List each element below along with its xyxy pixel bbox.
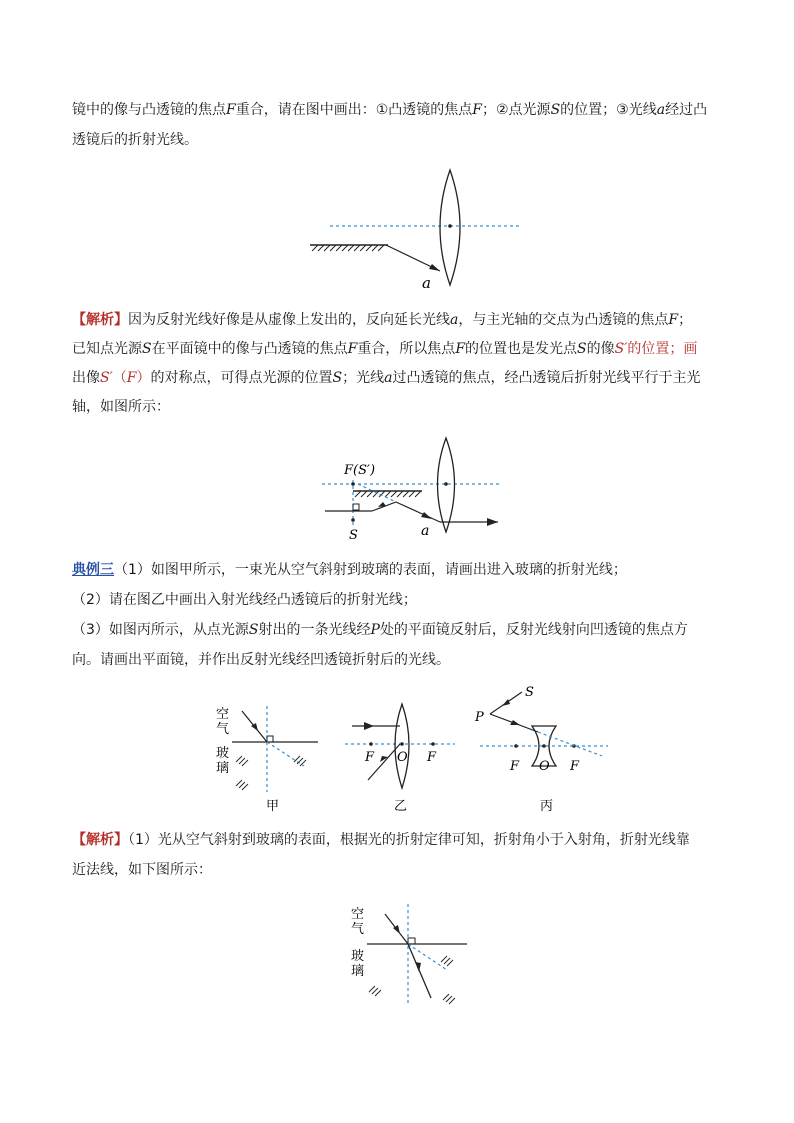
refracted-arrow — [487, 518, 498, 526]
label-a: a — [421, 523, 430, 539]
focus-point — [351, 482, 355, 486]
example3-q1: 典例三（1）如图甲所示，一束光从空气斜射到玻璃的表面，请画出进入玻璃的折射光线； — [72, 562, 627, 578]
figure-3-yi — [340, 700, 460, 815]
figure-3-bing — [470, 680, 620, 815]
analysis2-line-1: 【解析】（1）光从空气斜射到玻璃的表面，根据光的折射定律可知，折射角小于入射角，折射光线靠 — [72, 832, 690, 848]
refracted-arrow — [415, 962, 421, 972]
analysis1-line-4: 轴，如图所示： — [72, 399, 170, 415]
label-P: P — [475, 710, 484, 725]
figure-3-jia — [210, 700, 330, 815]
caption-jia: 甲 — [266, 799, 280, 814]
glass-hatch-marks — [369, 956, 455, 1004]
reflected-ray-a — [396, 502, 440, 522]
label-F-left: F — [510, 759, 520, 774]
label-O: O — [397, 750, 408, 765]
ray-S-arrow — [502, 699, 510, 706]
source-point — [351, 518, 355, 522]
label-S: S — [525, 685, 534, 700]
label-air-2: 气 — [216, 722, 230, 737]
label-glass-2: 璃 — [216, 761, 230, 776]
label-a: a — [422, 274, 431, 292]
extension-line — [538, 732, 602, 756]
glass-hatch-marks — [236, 756, 306, 790]
right-angle-mark — [353, 504, 359, 510]
analysis2-line-2: 近法线，如下图所示： — [72, 862, 212, 878]
label-glass-1: 玻 — [351, 949, 365, 964]
label-glass-2: 璃 — [351, 964, 365, 979]
figure-1-lens-mirror — [300, 165, 530, 295]
focus-left — [514, 744, 518, 748]
optical-center — [542, 744, 546, 748]
optical-center — [400, 742, 404, 746]
figure-4-solution — [345, 900, 475, 1010]
label-F-right: F — [427, 750, 437, 765]
analysis1-line-2: 已知点光源S在平面镜中的像与凸透镜的焦点F重合，所以焦点F的位置也是发光点S的像S′的位置；画 — [72, 341, 698, 357]
intro-line-2: 透镜后的折射光线。 — [72, 132, 198, 148]
optical-center — [448, 224, 452, 228]
label-air-2: 气 — [351, 922, 365, 937]
label-O: O — [539, 759, 550, 774]
example3-q3: （3）如图丙所示，从点光源S射出的一条光线经P处的平面镜反射后，反射光线射向凹透镜的焦点方 — [72, 622, 688, 638]
right-angle-mark — [408, 938, 415, 944]
label-air-1: 空 — [351, 907, 365, 922]
mirror-hatching — [312, 245, 384, 251]
caption-yi: 乙 — [394, 799, 408, 814]
reflected-arrow — [421, 512, 432, 519]
parallel-arrow — [364, 722, 374, 730]
label-S: S — [349, 528, 358, 543]
optical-center — [444, 482, 448, 486]
ray-a-arrow — [429, 264, 440, 271]
focus-left — [369, 742, 373, 746]
caption-bing: 丙 — [540, 799, 554, 814]
label-F-S-prime: F(S′) — [344, 463, 376, 478]
label-air-1: 空 — [216, 707, 230, 722]
right-angle-mark — [267, 736, 273, 742]
analysis1-line-3: 出像S′（F）的对称点，可得点光源的位置S；光线a过凸透镜的焦点，经凸透镜后折射光线平行于主光 — [72, 370, 701, 386]
example3-q3-cont: 向。请画出平面镜，并作出反射光线经凹透镜折射后的光线。 — [72, 652, 450, 668]
mirror-hatching — [355, 491, 421, 497]
analysis1-line-1: 【解析】因为反射光线好像是从虚像上发出的，反向延长光线a，与主光轴的交点为凸透镜的焦点F； — [72, 312, 693, 328]
label-F-left: F — [365, 750, 375, 765]
label-glass-1: 玻 — [216, 746, 230, 761]
label-F-right: F — [570, 759, 580, 774]
focus-right — [431, 742, 435, 746]
reflected-arrow — [510, 720, 520, 725]
example3-q2: （2）请在图乙中画出入射光线经凸透镜后的折射光线； — [72, 592, 417, 608]
intro-line-1: 镜中的像与凸透镜的焦点F重合，请在图中画出：①凸透镜的焦点F；②点光源S的位置；③光线a经过凸 — [72, 102, 708, 118]
figure-2-solution — [320, 432, 510, 547]
convex-lens — [395, 704, 409, 788]
